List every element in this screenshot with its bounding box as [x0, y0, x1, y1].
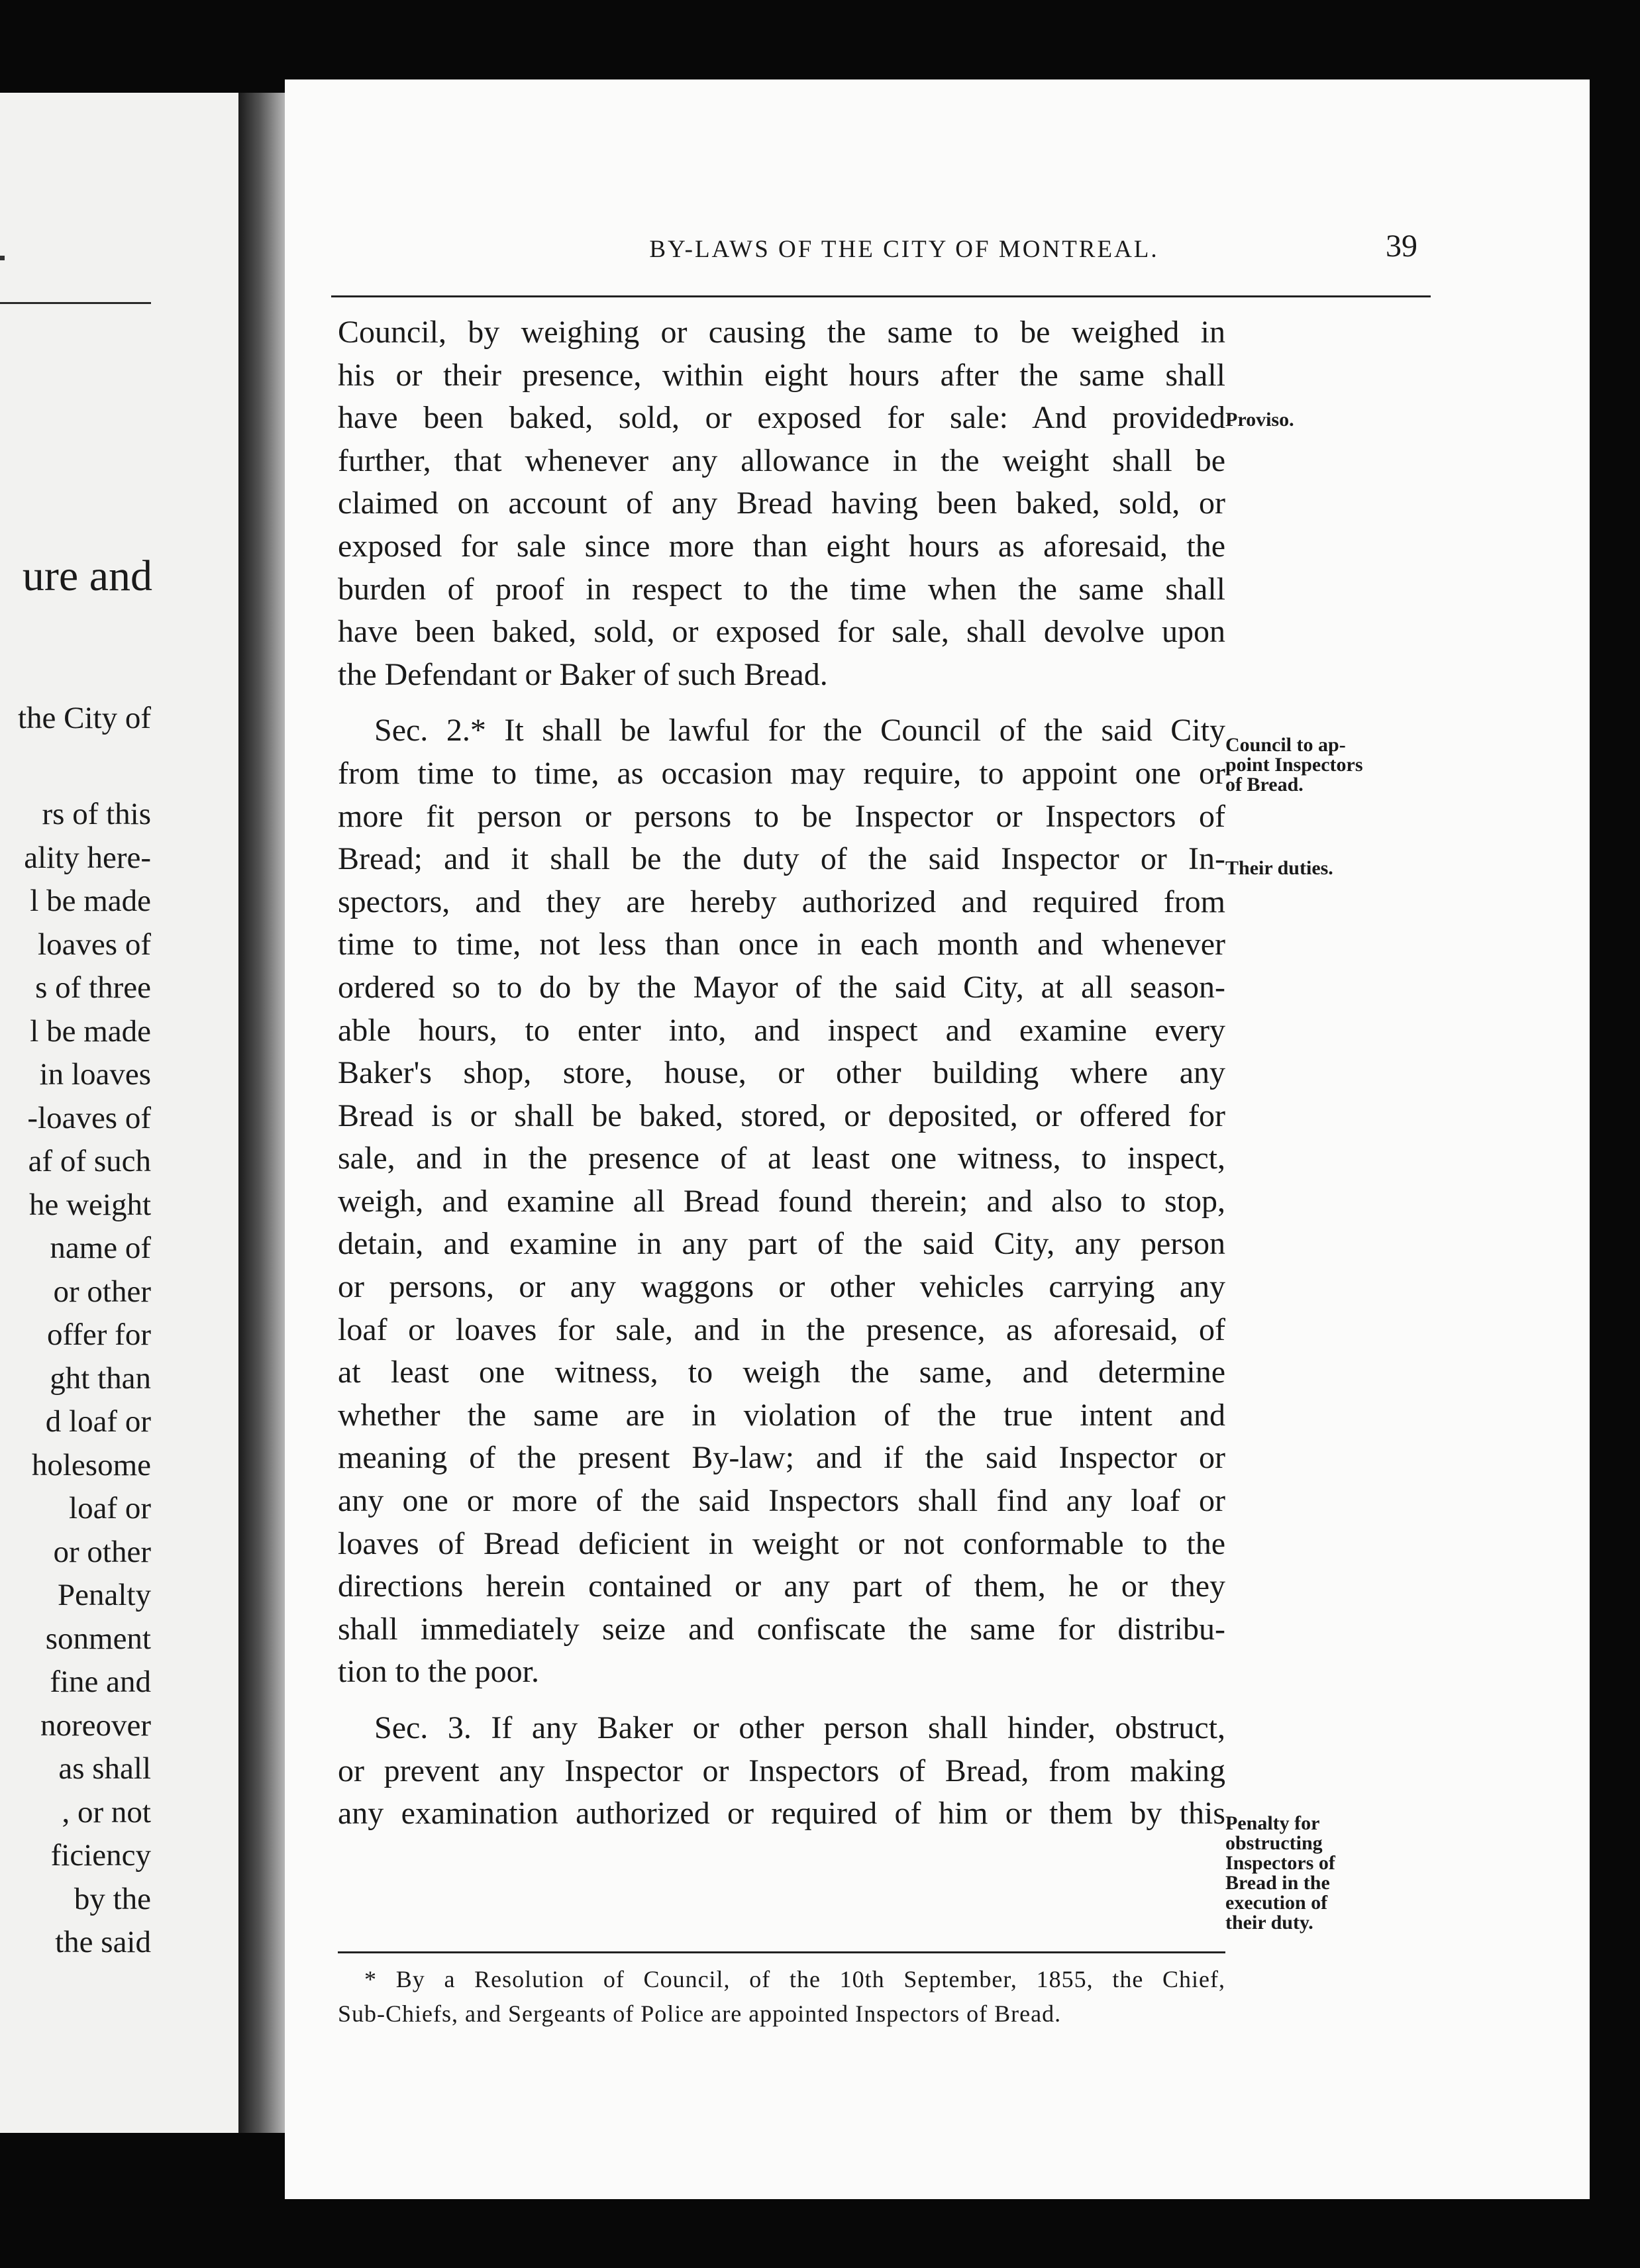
text-line: weigh, and examine all Bread found therein; and also to stop,	[338, 1183, 1225, 1219]
text-line: Bread; and it shall be the duty of the said Inspector or In-	[338, 841, 1225, 877]
text-line: time to time, not less than once in each month and whenever	[338, 927, 1225, 962]
previous-page-line: rs of this	[42, 797, 151, 831]
margin-note-their-duties: Their duties.	[1225, 857, 1333, 879]
text-line: more fit person or persons to be Inspector or Inspectors of	[338, 798, 1225, 834]
margin-note-line: Inspectors of	[1225, 1852, 1335, 1874]
text-line: the Defendant or Baker of such Bread.	[338, 656, 828, 692]
previous-page-line: he weight	[28, 1188, 151, 1222]
previous-page-fragment	[0, 93, 248, 2133]
text-line: spectors, and they are hereby authorized and required from	[338, 884, 1225, 919]
section-2-start: Sec. 2.* It shall be lawful for the Council of the said City	[374, 713, 1225, 748]
text-line: Baker's shop, store, house, or other building where any	[338, 1055, 1225, 1091]
text-line: directions herein contained or any part of them, he or they	[338, 1569, 1225, 1604]
text-line: further, that whenever any allowance in the weight shall be	[338, 442, 1225, 478]
previous-page-line: the said	[55, 1925, 151, 1959]
margin-note-line: execution of	[1225, 1892, 1328, 1914]
previous-page-line: af of such	[28, 1144, 151, 1178]
previous-page-line: loaf or	[69, 1491, 151, 1525]
document-page	[285, 79, 1590, 2199]
previous-page-line: s of three	[35, 970, 151, 1005]
previous-page-line: name of	[50, 1231, 151, 1265]
text-line: at least one witness, to weigh the same, and determine	[338, 1355, 1225, 1390]
previous-page-line: ficiency	[50, 1838, 151, 1873]
previous-page-line: loaves of	[38, 927, 151, 962]
text-line: tion to the poor.	[338, 1654, 539, 1690]
previous-page-header-rule	[0, 302, 151, 304]
previous-page-line: the City of	[17, 701, 151, 735]
margin-note-line: their duty.	[1225, 1912, 1313, 1933]
previous-page-line: l be made	[30, 884, 151, 918]
text-line: any examination authorized or required of him or them by this	[338, 1796, 1225, 1831]
previous-page-heading-fragment: ure and	[22, 552, 152, 600]
text-line: loaves of Bread deficient in weight or not conformable to the	[338, 1525, 1225, 1561]
text-line: any one or more of the said Inspectors shall find any loaf or	[338, 1483, 1225, 1519]
previous-page-line: d loaf or	[45, 1404, 151, 1439]
text-line: shall immediately seize and confiscate the same for distribu-	[338, 1611, 1225, 1647]
text-line: have been baked, sold, or exposed for sale: And provided	[338, 400, 1225, 436]
text-line: claimed on account of any Bread having been baked, sold, or	[338, 486, 1225, 521]
footnote	[338, 1962, 1225, 2031]
text-line: whether the same are in violation of the true intent and	[338, 1397, 1225, 1433]
margin-note-proviso: Proviso.	[1225, 409, 1294, 431]
text-line: exposed for sale since more than eight hours as aforesaid, the	[338, 528, 1225, 564]
body-text	[338, 311, 1225, 1835]
previous-page-line: or other	[53, 1535, 151, 1569]
text-line: able hours, to enter into, and inspect and examine every	[338, 1012, 1225, 1048]
margin-note-penalty	[1225, 1814, 1411, 1933]
footnote-line: * By a Resolution of Council, of the 10th September, 1855, the Chief,	[364, 1966, 1225, 1992]
footnote-rule	[338, 1951, 1225, 1953]
print-mark	[0, 256, 5, 260]
previous-page-line: ght than	[50, 1361, 151, 1396]
previous-page-line: sonment	[45, 1622, 151, 1656]
footnote-line: Sub-Chiefs, and Sergeants of Police are appointed Inspectors of Bread.	[338, 2000, 1062, 2027]
previous-page-line: l be made	[30, 1014, 151, 1049]
previous-page-line: , or not	[62, 1795, 151, 1830]
margin-note-line: Bread in the	[1225, 1872, 1330, 1894]
previous-page-line: or other	[53, 1274, 151, 1309]
margin-note-line: Penalty for	[1225, 1812, 1320, 1834]
margin-note-line: of Bread.	[1225, 774, 1304, 796]
margin-note-council-inspectors	[1225, 735, 1411, 795]
text-line: detain, and examine in any part of the said City, any person	[338, 1226, 1225, 1262]
text-line: or persons, or any waggons or other vehicles carrying any	[338, 1269, 1225, 1305]
book-gutter-shadow	[238, 93, 291, 2133]
margin-note-line: Council to ap-	[1225, 734, 1346, 756]
text-line: ordered so to do by the Mayor of the said City, at all season-	[338, 969, 1225, 1005]
previous-page-line: ality here-	[24, 841, 151, 875]
previous-page-line: by the	[74, 1882, 151, 1916]
text-line: burden of proof in respect to the time when the same shall	[338, 571, 1225, 607]
text-line: have been baked, sold, or exposed for sale, shall devolve upon	[338, 614, 1225, 650]
text-line: loaf or loaves for sale, and in the presence, as aforesaid, of	[338, 1312, 1225, 1347]
previous-page-line: fine and	[50, 1665, 151, 1699]
text-line: Council, by weighing or causing the same to be weighed in	[338, 315, 1225, 350]
text-line: or prevent any Inspector or Inspectors of Bread, from making	[338, 1753, 1225, 1788]
text-line: meaning of the present By-law; and if the said Inspector or	[338, 1440, 1225, 1476]
running-head: BY-LAWS OF THE CITY OF MONTREAL.	[649, 236, 1159, 263]
previous-page-line: holesome	[31, 1448, 151, 1482]
page-number: 39	[1386, 229, 1417, 264]
previous-page-line: -loaves of	[27, 1101, 151, 1135]
previous-page-line: noreover	[40, 1708, 151, 1743]
previous-page-line: in loaves	[39, 1057, 151, 1092]
header-rule	[331, 295, 1431, 297]
text-line: sale, and in the presence of at least one witness, to inspect,	[338, 1141, 1225, 1176]
text-line: from time to time, as occasion may require, to appoint one or	[338, 755, 1225, 791]
text-line: his or their presence, within eight hours after the same shall	[338, 357, 1225, 393]
section-3-start: Sec. 3. If any Baker or other person shall hinder, obstruct,	[374, 1710, 1225, 1745]
previous-page-line: as shall	[58, 1751, 151, 1786]
margin-note-line: obstructing	[1225, 1832, 1323, 1854]
previous-page-line: offer for	[46, 1317, 151, 1352]
previous-page-line: Penalty	[58, 1578, 151, 1612]
margin-note-line: point Inspectors	[1225, 754, 1363, 776]
text-line: Bread is or shall be baked, stored, or deposited, or offered for	[338, 1098, 1225, 1133]
